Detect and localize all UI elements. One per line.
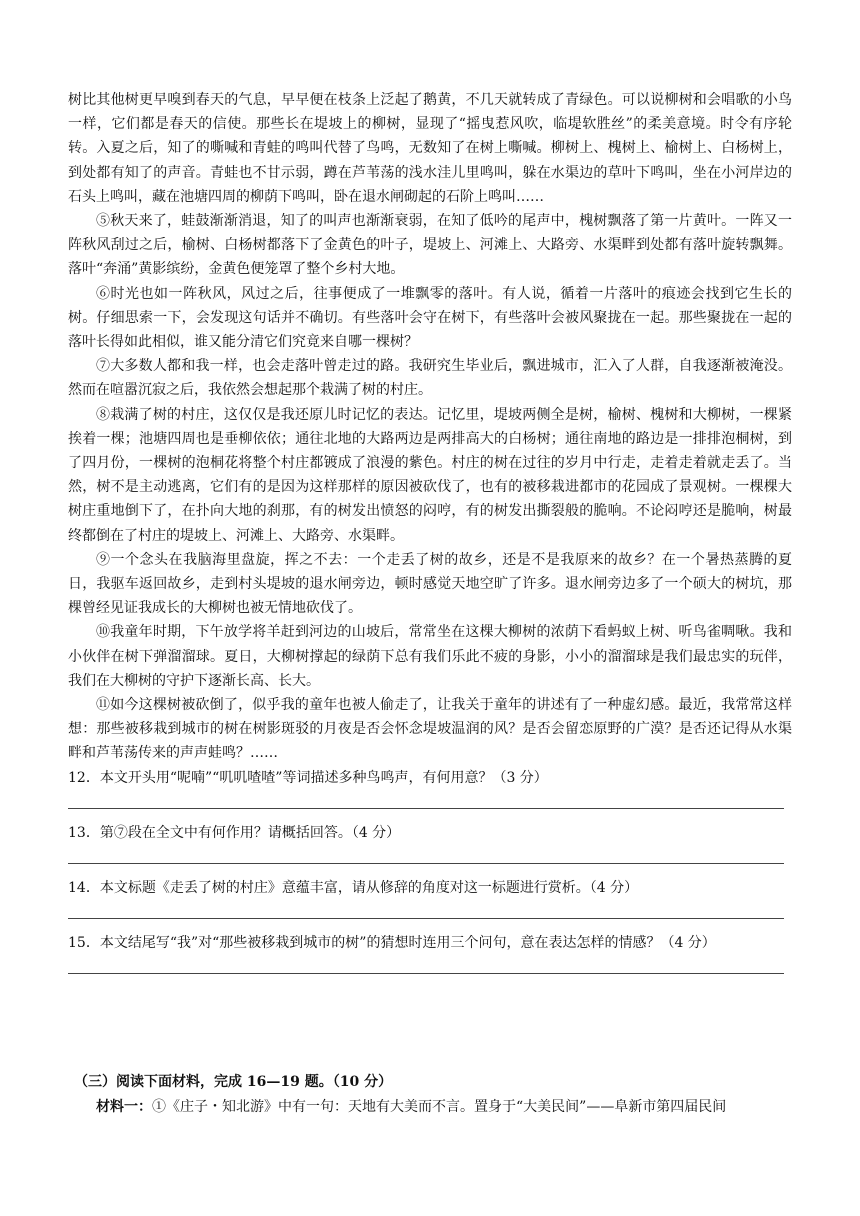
passage-paragraph: ⑤秋天来了，蛙鼓渐渐消退，知了的叫声也渐渐衰弱，在知了低吟的尾声中，槐树飘落了第一片黄叶。一阵又一阵秋风刮过之后，榆树、白杨树都落下了金黄色的叶子，堤坡上、河滩上、大路旁、水渠畔到处都有落叶旋转飘舞。落叶“奔涌”黄影缤纷，金黄色便笼罩了整个乡村大地。 (68, 213, 792, 278)
question-15 (68, 931, 792, 986)
passage-paragraph: ⑥时光也如一阵秋风，风过之后，往事便成了一堆飘零的落叶。有人说，循着一片落叶的痕迹会找到它生长的树。仔细思索一下，会发现这句话并不确切。有些落叶会守在树下，有些落叶会被风聚拢在一起。那些聚拢在一起的落叶长得如此相似，谁又能分清它们究竟来自哪一棵树？ (68, 285, 792, 351)
passage-paragraph: ⑧栽满了树的村庄，这仅仅是我还原儿时记忆的表达。记忆里，堤坡两侧全是树，榆树、槐树和大柳树，一棵紧挨着一棵；池塘四周也是垂柳依依；通往北地的大路两边是两排高大的白杨树；通往南地的路边是一排排泡桐树，到了四月份，一棵树的泡桐花将整个村庄都镀成了浪漫的紫色。村庄的树在过往的岁月中行走，走着走着就走丢了。当然，树不是主动逃离，它们有的是因为这样那样的原因被砍伐了，也有的被移栽进都市的花园成了景观树。一棵棵大树庄重地倒下了，在扑向大地的刹那，有的树发出愤怒的闷哼，有的树发出撕裂般的脆响。不论闷哼还是脆响，树最终都倒在了村庄的堤坡上、河滩上、大路旁、水渠畔。 (68, 406, 792, 544)
question-text: 12．本文开头用“呢喃”“叽叽喳喳”等词描述多种鸟鸣声，有何用意？（3 分） (68, 769, 548, 786)
question-13 (68, 821, 792, 876)
reading-passage (68, 88, 792, 986)
passage-paragraph: ⑪如今这棵树被砍倒了，似乎我的童年也被人偷走了，让我关于童年的讲述有了一种虚幻感。最近，我常常这样想：那些被移栽到城市的树在树影斑驳的月夜是否会怀念堤坡温润的风？是否会留恋原野的广漠？是否还记得从水渠畔和芦苇荡传来的声声蛙鸣？…… (68, 697, 792, 762)
material-one (68, 1094, 792, 1120)
question-text: 14．本文标题《走丢了树的村庄》意蕴丰富，请从修辞的角度对这一标题进行赏析。（4 分） (68, 879, 639, 896)
question-14 (68, 876, 792, 931)
answer-line[interactable] (68, 808, 784, 809)
passage-paragraph: ⑨一个念头在我脑海里盘旋，挥之不去：一个走丢了树的故乡，还是不是我原来的故乡？在一个暑热蒸腾的夏日，我驱车返回故乡，走到村头堤坡的退水闸旁边，顿时感觉天地空旷了许多。退水闸旁边多了一个硕大的树坑，那棵曾经见证我成长的大柳树也被无情地砍伐了。 (68, 551, 792, 617)
question-text: 13．第⑦段在全文中有何作用？请概括回答。（4 分） (68, 824, 401, 841)
section-three (68, 1070, 792, 1120)
passage-paragraph: 树比其他树更早嗅到春天的气息，早早便在枝条上泛起了鹅黄，不几天就转成了青绿色。可以说柳树和会唱歌的小鸟一样，它们都是春天的信使。那些长在堤坡上的柳树，显现了“摇曳惹风吹，临堤软胜丝”的柔美意境。时令有序轮转。入夏之后，知了的嘶喊和青蛙的鸣叫代替了鸟鸣，无数知了在树上嘶喊。柳树上、槐树上、榆树上、白杨树上，到处都有知了的声音。青蛙也不甘示弱，蹲在芦苇荡的浅水洼儿里鸣叫，躲在水渠边的草叶下鸣叫，坐在小河岸边的石头上鸣叫，藏在池塘四周的柳荫下鸣叫，卧在退水闸砌起的石阶上鸣叫…… (68, 92, 792, 205)
answer-line[interactable] (68, 973, 784, 974)
passage-paragraph: ⑦大多数人都和我一样，也会走落叶曾走过的路。我研究生毕业后，飘进城市，汇入了人群，自我逐渐被淹没。然而在喧嚣沉寂之后，我依然会想起那个栽满了树的村庄。 (68, 358, 792, 399)
section-heading: （三）阅读下面材料，完成 16—19 题。（10 分） (74, 1074, 393, 1090)
material-text: ①《庄子・知北游》中有一句：天地有大美而不言。置身于“大美民间”——阜新市第四届民间 (152, 1099, 727, 1115)
answer-line[interactable] (68, 918, 784, 919)
answer-line[interactable] (68, 863, 784, 864)
question-12 (68, 766, 792, 821)
passage-paragraph: ⑩我童年时期，下午放学将羊赶到河边的山坡后，常常坐在这棵大柳树的浓荫下看蚂蚁上树、听鸟雀啁啾。我和小伙伴在树下弹溜溜球。夏日，大柳树撑起的绿荫下总有我们乐此不疲的身影，小小的溜溜球是我们最忠实的玩伴，我们在大柳树的守护下逐渐长高、长大。 (68, 624, 792, 689)
question-text: 15．本文结尾写“我”对“那些被移栽到城市的树”的猜想时连用三个问句，意在表达怎样的情感？（4 分） (68, 934, 716, 951)
material-label: 材料一： (96, 1099, 152, 1115)
